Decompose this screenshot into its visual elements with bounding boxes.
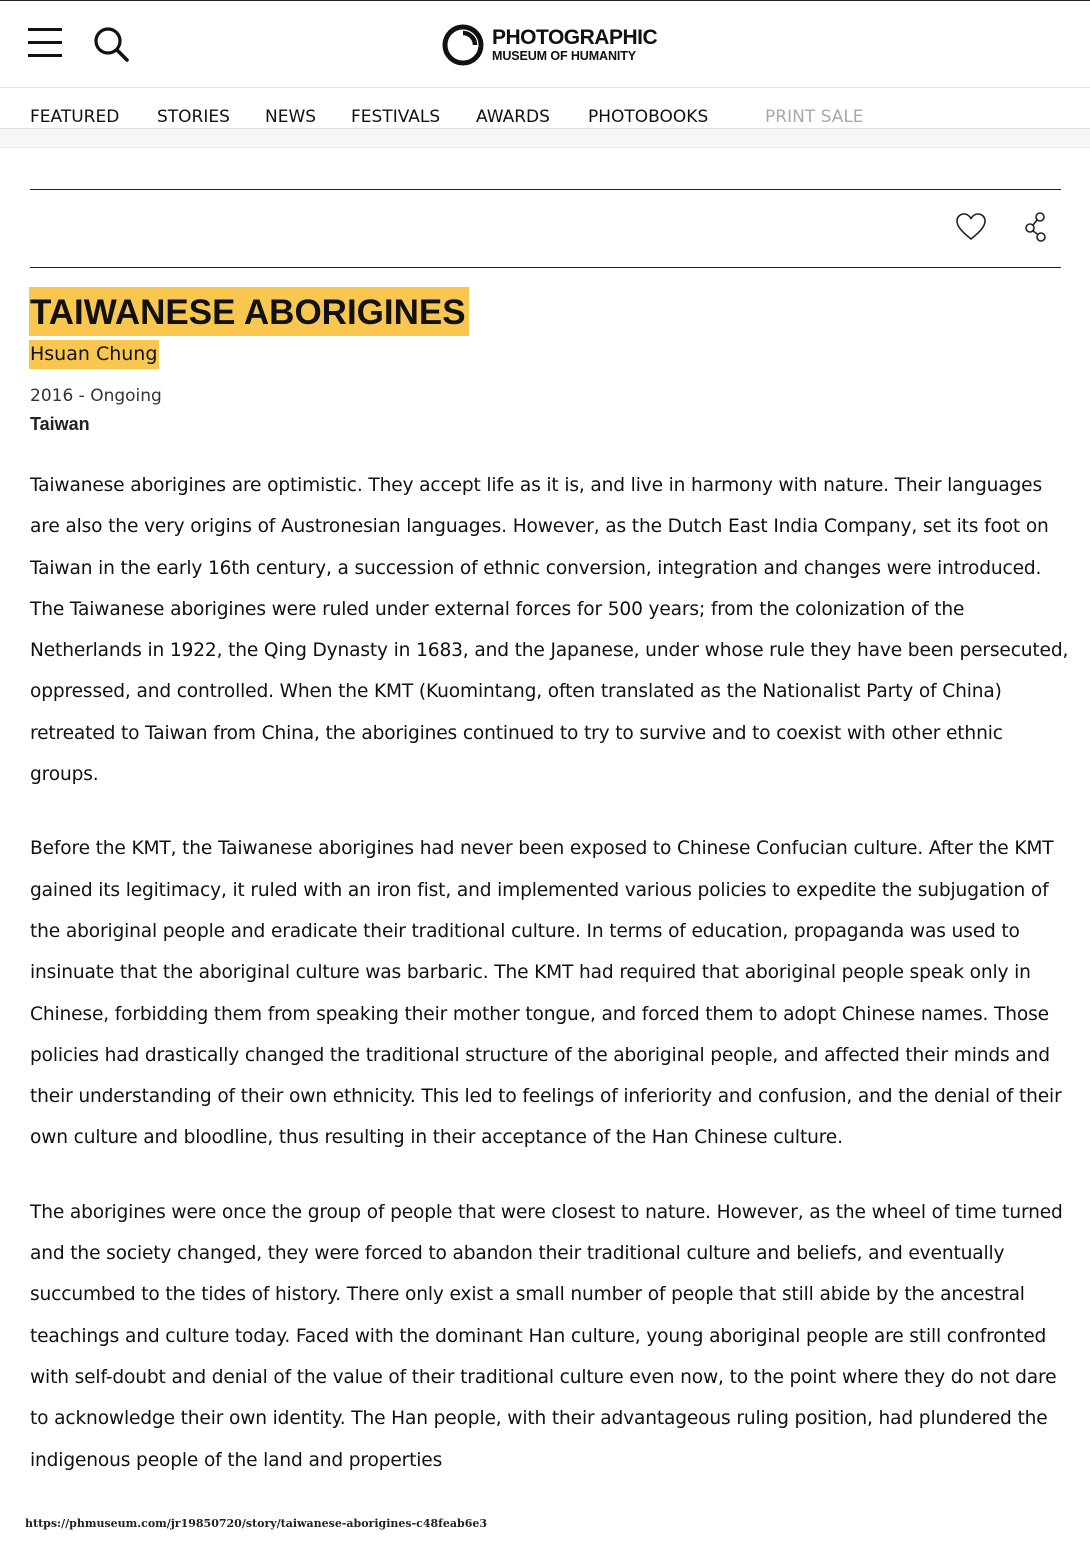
- story-location: Taiwan: [30, 414, 90, 434]
- divider: [30, 267, 1061, 268]
- story-paragraph: Taiwanese aborigines are optimistic. They accept life as it is, and live in harmony with nature. Their languages are also the very origins of Austronesian languages. However, as the Dutch East India Company, set its foot on Taiwan in the early 16th century, a succession of ethnic conversion, integration and changes were introduced. The Taiwanese aborigines were ruled under external forces for 500 years; from the colonization of the Netherlands in 1922, the Qing Dynasty in 1683, and the Japanese, under whose rule they have been persecuted, oppressed, and controlled. When the KMT (Kuomintang, often translated as the Nationalist Party of China) retreated to Taiwan from China, the aborigines continued to try to survive and to coexist with other ethnic groups.: [30, 475, 1069, 786]
- nav-stories[interactable]: STORIES: [157, 107, 230, 127]
- heart-icon[interactable]: [955, 212, 987, 242]
- share-icon[interactable]: [1024, 211, 1050, 243]
- nav-news[interactable]: NEWS: [265, 107, 317, 127]
- divider: [30, 189, 1061, 190]
- story-paragraph: Before the KMT, the Taiwanese aborigines had never been exposed to Chinese Confucian culture. After the KMT gained its legitimacy, it ruled with an iron fist, and implemented various policies to expedite the subjugation of the aboriginal people and eradicate their traditional culture. In terms of education, propaganda was used to insinuate that the aboriginal culture was barbaric. The KMT had required that aboriginal people speak only in Chinese, forbidding them from speaking their mother tongue, and forced them to adopt Chinese names. Those policies had drastically changed the traditional structure of the aboriginal people, and affected their minds and their understanding of their own ethnicity. This led to feelings of inferiority and confusion, and the denial of their own culture and bloodline, thus resulting in their acceptance of the Han Chinese culture.: [30, 838, 1062, 1149]
- nav-photobooks[interactable]: PHOTOBOOKS: [588, 107, 709, 127]
- main-navigation: [0, 88, 1090, 129]
- story-title: TAIWANESE ABORIGINES: [29, 287, 469, 336]
- story-paragraph: The aborigines were once the group of people that were closest to nature. However, as the wheel of time turned and the society changed, they were forced to abandon their traditional culture and beliefs, and eventually succumbed to the tides of history. There only exist a small number of people that still abide by the ancestral teachings and culture today. Faced with the dominant Han culture, young aboriginal people are still confronted with self-doubt and denial of the value of their traditional culture even now, to the point where they do not dare to acknowledge their own identity. The Han people, with their advantageous ruling position, had plundered the indigenous people of the land and properties: [30, 1201, 1063, 1471]
- story-body: [30, 465, 1070, 1514]
- nav-festivals[interactable]: FESTIVALS: [351, 107, 441, 127]
- top-bar: [0, 1, 1090, 88]
- nav-underlay: [0, 129, 1090, 148]
- logo-title: PHOTOGRAPHIC: [492, 26, 658, 50]
- nav-awards[interactable]: AWARDS: [476, 107, 550, 127]
- nav-featured[interactable]: FEATURED: [30, 107, 120, 127]
- author-link[interactable]: Hsuan Chung: [29, 340, 159, 369]
- nav-print-sale[interactable]: PRINT SALE: [765, 107, 864, 127]
- logo-subtitle: MUSEUM OF HUMANITY: [492, 49, 637, 64]
- site-logo[interactable]: [442, 23, 657, 67]
- logo-mark-icon: [442, 24, 484, 66]
- hamburger-menu-icon[interactable]: [28, 28, 62, 58]
- search-icon[interactable]: [92, 25, 130, 63]
- story-date: 2016 - Ongoing: [30, 386, 162, 406]
- page-url: https://phmuseum.com/jr19850720/story/taiwanese-aborigines-c48feab6e3: [25, 1517, 488, 1530]
